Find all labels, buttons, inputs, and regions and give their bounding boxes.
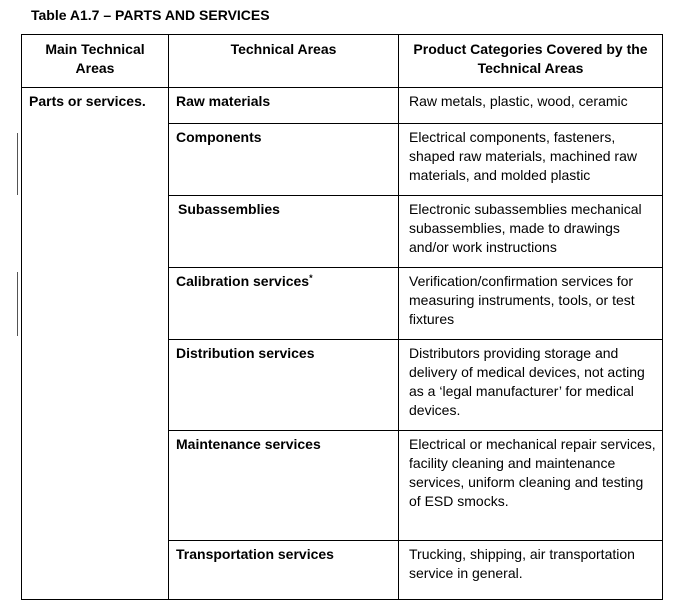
header-technical-areas: Technical Areas: [169, 35, 399, 88]
revision-bar: [17, 272, 18, 336]
main-area-cell: Parts or services.: [22, 88, 169, 600]
table-caption: Table A1.7 – PARTS AND SERVICES: [31, 7, 270, 23]
technical-area-cell: Distribution services: [169, 340, 399, 431]
product-categories-cell: Trucking, shipping, air transportation service in general.: [399, 541, 663, 600]
technical-area-cell: Maintenance services: [169, 431, 399, 541]
technical-area-cell: [169, 268, 399, 340]
table-row: [22, 88, 663, 124]
product-categories-cell: Raw metals, plastic, wood, ceramic: [399, 88, 663, 124]
footnote-marker: *: [309, 273, 313, 283]
technical-area-cell: Components: [169, 124, 399, 196]
revision-bar: [17, 133, 18, 195]
header-product-categories: Product Categories Covered by the Technical Areas: [399, 35, 663, 88]
product-categories-cell: Electrical components, fasteners, shaped raw materials, machined raw materials, and molded plastic: [399, 124, 663, 196]
product-categories-cell: Verification/confirmation services for measuring instruments, tools, or test fixtures: [399, 268, 663, 340]
product-categories-cell: Electronic subassemblies mechanical subassemblies, made to drawings and/or work instructions: [399, 196, 663, 268]
header-main-technical-areas: Main Technical Areas: [22, 35, 169, 88]
product-categories-cell: Electrical or mechanical repair services, facility cleaning and maintenance services, uniform cleaning and testing of ESD smocks.: [399, 431, 663, 541]
technical-area-label: Calibration services: [176, 273, 310, 289]
table-header-row: [22, 35, 663, 88]
technical-area-cell: Subassemblies: [169, 196, 399, 268]
product-categories-cell: Distributors providing storage and delivery of medical devices, not acting as a ‘legal manufacturer’ for medical devices.: [399, 340, 663, 431]
parts-services-table: [21, 34, 663, 600]
technical-area-cell: Raw materials: [169, 88, 399, 124]
technical-area-cell: Transportation services: [169, 541, 399, 600]
